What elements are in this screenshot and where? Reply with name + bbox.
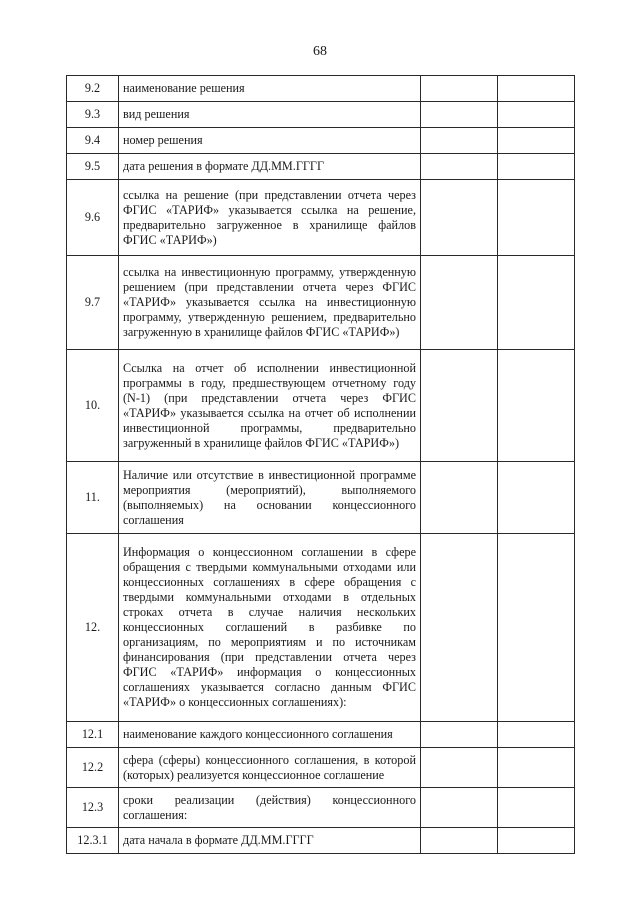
row-description: номер решения [119, 128, 421, 154]
value-cell-1[interactable] [421, 462, 498, 534]
value-cell-1[interactable] [421, 748, 498, 788]
row-description: Ссылка на отчет об исполнении инвестиционной программы в году, предшествующем отчетному году (N-1) (при представлении отчета через ФГИС «ТАРИФ» указывается ссылка на отчет об исполнении инвестиционной программы, предварительно загруженный в хранилище файлов ФГИС «ТАРИФ») [119, 350, 421, 462]
value-cell-2[interactable] [498, 788, 575, 828]
table-row [67, 722, 575, 748]
table-row [67, 534, 575, 722]
page-number: 68 [313, 44, 327, 59]
value-cell-2[interactable] [498, 534, 575, 722]
value-cell-1[interactable] [421, 350, 498, 462]
row-number: 9.4 [67, 128, 119, 154]
value-cell-2[interactable] [498, 350, 575, 462]
value-cell-2[interactable] [498, 102, 575, 128]
table-row [67, 788, 575, 828]
row-number: 12. [67, 534, 119, 722]
row-description: наименование каждого концессионного соглашения [119, 722, 421, 748]
row-number: 9.3 [67, 102, 119, 128]
row-number: 12.2 [67, 748, 119, 788]
value-cell-2[interactable] [498, 180, 575, 256]
value-cell-2[interactable] [498, 748, 575, 788]
table-row [67, 102, 575, 128]
row-number: 10. [67, 350, 119, 462]
value-cell-1[interactable] [421, 788, 498, 828]
value-cell-2[interactable] [498, 154, 575, 180]
row-description: Наличие или отсутствие в инвестиционной программе мероприятия (мероприятий), выполняемого (выполняемых) на основании концессионного соглашения [119, 462, 421, 534]
value-cell-1[interactable] [421, 828, 498, 854]
row-description: ссылка на инвестиционную программу, утвержденную решением (при представлении отчета через ФГИС «ТАРИФ» указывается ссылка на инвестиционную программу, утвержденную решением, предварительно загруженную в хранилище файлов ФГИС «ТАРИФ») [119, 256, 421, 350]
table-row [67, 180, 575, 256]
row-description: вид решения [119, 102, 421, 128]
table-row [67, 462, 575, 534]
row-description: сроки реализации (действия) концессионного соглашения: [119, 788, 421, 828]
value-cell-1[interactable] [421, 154, 498, 180]
table-row [67, 154, 575, 180]
value-cell-1[interactable] [421, 128, 498, 154]
value-cell-2[interactable] [498, 828, 575, 854]
value-cell-1[interactable] [421, 102, 498, 128]
row-description: дата начала в формате ДД.ММ.ГГГГ [119, 828, 421, 854]
value-cell-1[interactable] [421, 722, 498, 748]
table-row [67, 350, 575, 462]
table-row [67, 76, 575, 102]
row-description: сфера (сферы) концессионного соглашения, в которой (которых) реализуется концессионное соглашение [119, 748, 421, 788]
value-cell-1[interactable] [421, 76, 498, 102]
row-description: наименование решения [119, 76, 421, 102]
row-number: 12.3.1 [67, 828, 119, 854]
row-description: ссылка на решение (при представлении отчета через ФГИС «ТАРИФ» указывается ссылка на решение, предварительно загруженное в хранилище файлов ФГИС «ТАРИФ») [119, 180, 421, 256]
row-number: 9.5 [67, 154, 119, 180]
row-number: 12.1 [67, 722, 119, 748]
value-cell-1[interactable] [421, 180, 498, 256]
report-table [66, 75, 575, 854]
value-cell-1[interactable] [421, 534, 498, 722]
row-description: дата решения в формате ДД.ММ.ГГГГ [119, 154, 421, 180]
table-row [67, 256, 575, 350]
row-number: 9.6 [67, 180, 119, 256]
row-number: 11. [67, 462, 119, 534]
value-cell-2[interactable] [498, 462, 575, 534]
value-cell-2[interactable] [498, 722, 575, 748]
table-row [67, 748, 575, 788]
value-cell-2[interactable] [498, 76, 575, 102]
row-number: 12.3 [67, 788, 119, 828]
table-row [67, 828, 575, 854]
row-number: 9.7 [67, 256, 119, 350]
table-row [67, 128, 575, 154]
value-cell-2[interactable] [498, 128, 575, 154]
row-number: 9.2 [67, 76, 119, 102]
row-description: Информация о концессионном соглашении в сфере обращения с твердыми коммунальными отходами или концессионных соглашениях в сфере обращения с твердыми коммунальными отходами в отдельных строках отчета в случае наличия нескольких концессионных соглашений в разбивке по организациям, по мероприятиям и по источникам финансирования (при представлении отчета через ФГИС «ТАРИФ» информация о концессионных соглашениях указывается согласно данным ФГИС «ТАРИФ» о концессионных соглашениях): [119, 534, 421, 722]
value-cell-1[interactable] [421, 256, 498, 350]
value-cell-2[interactable] [498, 256, 575, 350]
